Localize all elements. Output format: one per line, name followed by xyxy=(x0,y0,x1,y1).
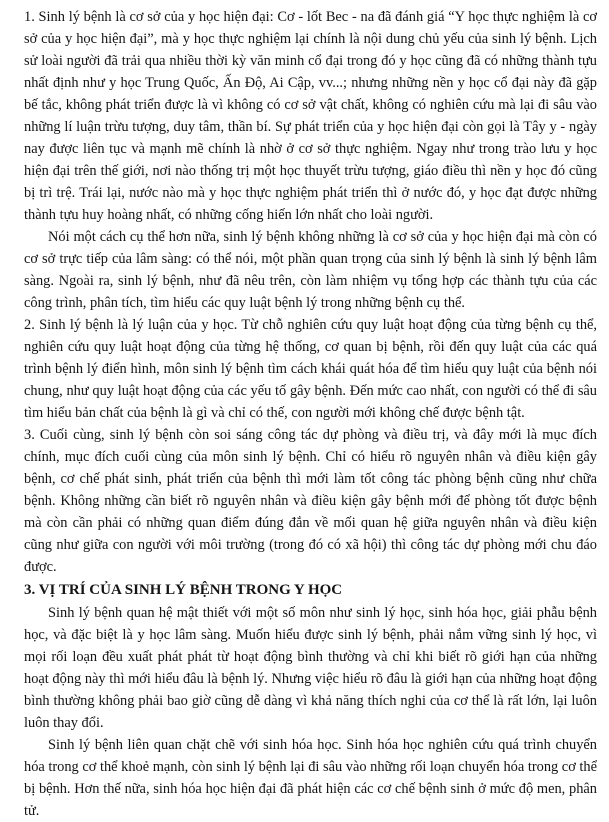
paragraph-5: Sinh lý bệnh quan hệ mật thiết với một số môn như sinh lý học, sinh hóa học, giải phẫu bệnh học, và đặc biệt là y học lâm sàng. Muốn hiểu được sinh lý bệnh, phải nắm vững sinh lý học, vì mọi rối loạn đều xuất phát phát từ hoạt động bình thường và chỉ khi biết rõ giới hạn của những hoạt động này thì mới hiểu đâu là bệnh lý. Nhưng việc hiểu rõ đâu là giới hạn của những hoạt động bình thường không phải bao giờ cũng dễ dàng vì khả năng thích nghi của cơ thể là rất lớn, lại luôn luôn thay đổi. xyxy=(24,605,597,731)
paragraph-1: 1. Sinh lý bệnh là cơ sở của y học hiện đại: Cơ - lốt Bec - na đã đánh giá “Y học thực nghiệm là cơ sở của y học hiện đại”, mà y học thực nghiệm lại chính là nội dung chủ yếu của sinh lý bệnh. Lịch sử loài người đã trải qua nhiều thời kỳ văn minh cổ đại trong đó y học cũng đã có những thành tựu nhất định như y học Trung Quốc, Ấn Độ, Ai Cập, vv...; nhưng những nền y học cổ đại này đã gặp bế tắc, không phát triển được là vì không có cơ sở vật chất, không có nghiên cứu mà lại đi sâu vào những lí luận trừu tượng, duy tâm, thần bí. Sự phát triển của y học hiện đại còn gọi là Tây y - ngày nay được liên tục và mạnh mẽ chính là nhờ ở cơ sở thực nghiệm. Ngay như trong trào lưu y học hiện đại trên thế giới, nơi nào thống trị một học thuyết trừu tượng, giáo điều thì nền y học đó cũng bị trì trệ. Trái lại, nước nào mà y học thực nghiệm phát triển thì ở nước đó, y học đạt được những thành tựu huy hoàng nhất, có những cống hiến lớn nhất cho loài người. xyxy=(24,9,597,223)
paragraph-2: Nói một cách cụ thể hơn nữa, sinh lý bệnh không những là cơ sở của y học hiện đại mà còn có cơ sở trực tiếp của lâm sàng: có thể nói, một phần quan trọng của sinh lý bệnh là sinh lý bệnh lâm sàng. Ngoài ra, sinh lý bệnh, như đã nêu trên, còn làm nhiệm vụ tổng hợp các thành tựu của các công trình, phân tích, tìm hiểu các quy luật bệnh lý trong những bệnh cụ thể. xyxy=(24,229,597,311)
paragraph-3: 2. Sinh lý bệnh là lý luận của y học. Từ chỗ nghiên cứu quy luật hoạt động của từng bệnh cụ thể, nghiên cứu quy luật hoạt động của từng hệ thống, cơ quan bị bệnh, rồi đến quy luật của các quá trình bệnh lý điển hình, môn sinh lý bệnh tìm cách khái quát hóa để tìm hiểu quy luật của bệnh nói chung, như quy luật hoạt động của các yếu tố gây bệnh. Đến mức cao nhất, con người có thể đi sâu tìm hiểu bản chất của bệnh là gì và chỉ có thế, con người mới không chế được bệnh tật. xyxy=(24,317,597,421)
paragraph-4: 3. Cuối cùng, sinh lý bệnh còn soi sáng công tác dự phòng và điều trị, và đây mới là mục đích chính, mục đích cuối cùng của môn sinh lý bệnh. Chỉ có hiểu rõ nguyên nhân và điều kiện gây bệnh, cơ chế phát sinh, phát triển của bệnh thì mới làm tốt công tác phòng bệnh cũng như chữa bệnh. Không những cần biết rõ nguyên nhân và điều kiện gây bệnh mới để phòng tốt được bệnh mà còn cần phải có những quan điểm đúng đắn về mối quan hệ giữa nguyên nhân và điều kiện cũng như giữa con người với môi trường (trong đó có xã hội) thì công tác dự phòng mới chu đáo được. xyxy=(24,427,597,575)
paragraph-6: Sinh lý bệnh liên quan chặt chẽ với sinh hóa học. Sinh hóa học nghiên cứu quá trình chuyển hóa trong cơ thể khoẻ mạnh, còn sinh lý bệnh lại đi sâu vào những rối loạn chuyển hóa trong cơ thể bị bệnh. Hơn thế nữa, sinh hóa học hiện đại đã phát hiện các cơ chế bệnh sinh ở mức độ men, phân tử. xyxy=(24,737,597,819)
section-heading: 3. VỊ TRÍ CỦA SINH LÝ BỆNH TRONG Y HỌC xyxy=(24,582,343,598)
